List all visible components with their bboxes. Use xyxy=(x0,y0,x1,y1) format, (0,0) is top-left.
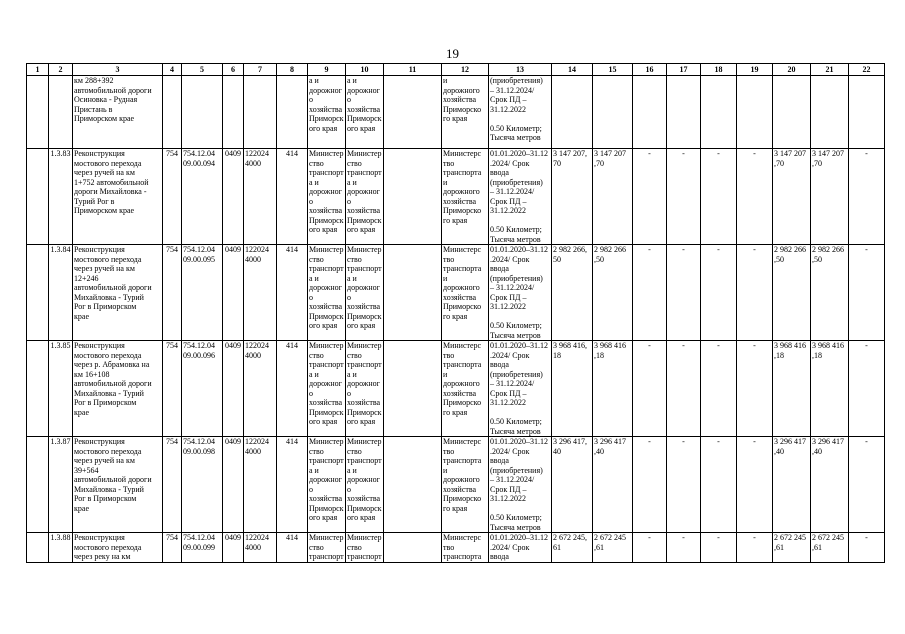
table-cell: - xyxy=(633,533,667,563)
table-cell: Министерс тво транспорта и дорожного хозяйства Приморско го края xyxy=(442,245,489,341)
table-cell: 3 147 207 ,70 xyxy=(593,149,633,245)
table-cell: - xyxy=(633,437,667,533)
table-cell: - xyxy=(849,437,885,533)
column-header: 3 xyxy=(73,64,163,76)
table-cell: Министер ство транспорт xyxy=(347,533,382,561)
table-cell: 754.12.04 09.00.099 xyxy=(182,533,223,563)
table-cell: 01.01.2020–31.12 .2024/ Срок ввода (приобретения) – 31.12.2024/ Срок ПД – 31.12.2022 0.50 Километр; Тысяча метров xyxy=(489,341,552,437)
table-cell: 1.3.84 xyxy=(49,245,73,341)
table-cell: - xyxy=(737,533,773,563)
table-cell xyxy=(811,76,849,149)
column-header: 13 xyxy=(489,64,552,76)
table-cell: - xyxy=(849,245,885,341)
table-cell: Министер ство транспорт а и дорожног о хозяйства Приморск ого края xyxy=(308,341,346,437)
table-cell xyxy=(49,76,73,149)
table-cell: 754 xyxy=(163,533,182,563)
table-cell: - xyxy=(667,341,701,437)
table-cell: 122024 4000 xyxy=(244,437,277,533)
column-header: 18 xyxy=(701,64,737,76)
table-cell: Министер ство транспорт а и дорожног о хозяйства Приморск ого края xyxy=(308,437,346,533)
column-header: 4 xyxy=(163,64,182,76)
table-row xyxy=(27,437,885,533)
table-cell xyxy=(737,76,773,149)
table-cell: 2 982 266 ,50 xyxy=(811,245,849,341)
table-body xyxy=(27,76,885,563)
table-cell: 3 296 417 ,40 xyxy=(593,437,633,533)
table-cell: 754 xyxy=(163,245,182,341)
table-cell: а и дорожног о хозяйства Приморск ого края xyxy=(308,76,346,149)
table-cell: 3 296 417, 40 xyxy=(552,437,593,533)
table-row xyxy=(27,245,885,341)
table-cell xyxy=(27,76,49,149)
table-cell: - xyxy=(667,437,701,533)
column-header: 8 xyxy=(277,64,308,76)
table-cell: Министер ство транспорт а и дорожног о хозяйства Приморск ого края xyxy=(346,245,384,341)
table-cell: 3 147 207 ,70 xyxy=(811,149,849,245)
table-cell: 3 968 416 ,18 xyxy=(811,341,849,437)
column-header: 22 xyxy=(849,64,885,76)
table-cell: - xyxy=(849,341,885,437)
table-cell: - xyxy=(701,245,737,341)
table-cell: 3 296 417 ,40 xyxy=(811,437,849,533)
table-row xyxy=(27,149,885,245)
table-cell xyxy=(163,76,182,149)
table-cell: 3 147 207 ,70 xyxy=(773,149,811,245)
table-cell: Министерс тво транспорта xyxy=(442,533,489,563)
budget-table xyxy=(26,63,885,563)
table-cell xyxy=(384,76,442,149)
table-cell: - xyxy=(701,341,737,437)
table-cell: 414 xyxy=(277,341,308,437)
table-cell xyxy=(244,76,277,149)
table-cell xyxy=(182,76,223,149)
table-cell: Министер ство транспорт а и дорожног о хозяйства Приморск ого края xyxy=(346,341,384,437)
table-cell: 414 xyxy=(277,149,308,245)
table-cell: - xyxy=(633,149,667,245)
table-cell: 754.12.04 09.00.098 xyxy=(182,437,223,533)
table-cell xyxy=(701,76,737,149)
table-cell: 122024 4000 xyxy=(244,245,277,341)
column-header: 5 xyxy=(182,64,223,76)
table-cell: 0409 xyxy=(223,437,244,533)
table-cell xyxy=(384,437,442,533)
table-cell: - xyxy=(701,437,737,533)
table-cell: - xyxy=(737,149,773,245)
column-header: 6 xyxy=(223,64,244,76)
table-cell xyxy=(384,245,442,341)
table-cell: Министер ство транспорт а и дорожног о хозяйства Приморск ого края xyxy=(308,149,346,245)
table-cell: 3 968 416 ,18 xyxy=(593,341,633,437)
table-cell: 2 982 266, 50 xyxy=(552,245,593,341)
table-cell: 2 672 245 ,61 xyxy=(773,533,811,563)
column-header: 2 xyxy=(49,64,73,76)
table-cell: 754.12.04 09.00.096 xyxy=(182,341,223,437)
table-cell: Министерс тво транспорта и дорожного хозяйства Приморско го края xyxy=(442,341,489,437)
header-row xyxy=(27,64,885,76)
column-header: 12 xyxy=(442,64,489,76)
table-cell xyxy=(849,76,885,149)
table-cell: 0409 xyxy=(223,341,244,437)
table-cell: - xyxy=(737,341,773,437)
table-cell: - xyxy=(737,437,773,533)
table-cell: Министер ство транспорт xyxy=(309,533,344,561)
table-cell: а и дорожног о хозяйства Приморск ого края xyxy=(346,76,384,149)
table-cell: - xyxy=(633,245,667,341)
table-cell: - xyxy=(701,149,737,245)
table-cell: 414 xyxy=(277,437,308,533)
table-cell xyxy=(593,76,633,149)
table-cell: 122024 4000 xyxy=(244,341,277,437)
table-cell: 3 147 207, 70 xyxy=(552,149,593,245)
table-cell: - xyxy=(667,149,701,245)
table-cell: 2 982 266 ,50 xyxy=(773,245,811,341)
table-cell: 1.3.83 xyxy=(49,149,73,245)
table-cell: 1.3.87 xyxy=(49,437,73,533)
table-cell: Реконструкция мостового перехода через ручей на км 12+246 автомобильной дороги Михайловка - Турий Рог в Приморском крае xyxy=(73,245,163,341)
table-cell xyxy=(773,76,811,149)
table-cell: 2 672 245 ,61 xyxy=(811,533,849,563)
table-cell xyxy=(384,149,442,245)
table-row xyxy=(27,341,885,437)
table-row xyxy=(27,76,885,149)
table-cell: 2 672 245, 61 xyxy=(552,533,593,563)
table-cell: - xyxy=(633,341,667,437)
table-cell: 754.12.04 09.00.095 xyxy=(182,245,223,341)
table-cell: и дорожного хозяйства Приморско го края xyxy=(442,76,489,149)
table-cell: - xyxy=(667,533,701,563)
table-cell: 754.12.04 09.00.094 xyxy=(182,149,223,245)
table-cell: 1.3.85 xyxy=(49,341,73,437)
column-header: 15 xyxy=(593,64,633,76)
table-cell: 1.3.88 xyxy=(49,533,73,563)
table-cell: Реконструкция мостового перехода через ручей на км 39+564 автомобильной дороги Михайловка - Турий Рог в Приморском крае xyxy=(73,437,163,533)
column-header: 21 xyxy=(811,64,849,76)
table-cell: 0409 xyxy=(223,533,244,563)
table-cell: Министер ство транспорт а и дорожног о хозяйства Приморск ого края xyxy=(346,437,384,533)
table-cell: Министер ство транспорт а и дорожног о хозяйства Приморск ого края xyxy=(346,149,384,245)
column-header: 16 xyxy=(633,64,667,76)
table-cell: Министер ство транспорт а и дорожног о хозяйства Приморск ого края xyxy=(308,245,346,341)
table-cell: 0409 xyxy=(223,245,244,341)
table-cell: 122024 4000 xyxy=(244,149,277,245)
table-cell: - xyxy=(849,149,885,245)
table-cell: 122024 4000 xyxy=(244,533,277,563)
column-header: 9 xyxy=(308,64,346,76)
table-cell xyxy=(633,76,667,149)
column-header: 11 xyxy=(384,64,442,76)
table-cell: Реконструкция мостового перехода через ручей на км 1+752 автомобильной дороги Михайловка - Турий Рог в Приморском крае xyxy=(73,149,163,245)
table-cell: - xyxy=(737,245,773,341)
table-cell xyxy=(27,533,49,563)
table-cell: (приобретения) – 31.12.2024/ Срок ПД – 31.12.2022 0.50 Километр; Тысяча метров xyxy=(489,76,552,149)
table-cell: 3 968 416 ,18 xyxy=(773,341,811,437)
table-cell: Министерс тво транспорта и дорожного хозяйства Приморско го края xyxy=(442,149,489,245)
table-cell: 01.01.2020–31.12 .2024/ Срок ввода (приобретения) – 31.12.2024/ Срок ПД – 31.12.2022 0.50 Километр; Тысяча метров xyxy=(489,437,552,533)
table-cell: 754 xyxy=(163,341,182,437)
column-header: 14 xyxy=(552,64,593,76)
table-cell xyxy=(27,149,49,245)
table-cell xyxy=(27,245,49,341)
column-header: 7 xyxy=(244,64,277,76)
page-number: 19 xyxy=(446,46,459,61)
table-cell: Министерс тво транспорта и дорожного хозяйства Приморско го края xyxy=(442,437,489,533)
table-cell xyxy=(552,76,593,149)
column-header: 20 xyxy=(773,64,811,76)
table-cell: Реконструкция мостового перехода через р. Абрамовка на км 16+108 автомобильной дороги Михайловка - Турий Рог в Приморском крае xyxy=(73,341,163,437)
table-cell: - xyxy=(701,533,737,563)
table-cell: 3 968 416, 18 xyxy=(552,341,593,437)
table-cell: 414 xyxy=(277,533,308,563)
column-header: 17 xyxy=(667,64,701,76)
table-cell: 414 xyxy=(277,245,308,341)
table-cell: - xyxy=(667,245,701,341)
table-cell: 3 296 417 ,40 xyxy=(773,437,811,533)
table-cell: - xyxy=(849,533,885,563)
column-header: 1 xyxy=(27,64,49,76)
table-cell: 01.01.2020–31.12 .2024/ Срок ввода (приобретения) – 31.12.2024/ Срок ПД – 31.12.2022 0.50 Километр; Тысяча метров xyxy=(489,149,552,245)
table-cell: 754 xyxy=(163,437,182,533)
table-cell xyxy=(384,533,442,563)
table-cell xyxy=(277,76,308,149)
table-cell xyxy=(27,341,49,437)
table-cell: 2 982 266 ,50 xyxy=(593,245,633,341)
table-cell: 2 672 245 ,61 xyxy=(593,533,633,563)
table-cell xyxy=(384,341,442,437)
table-cell xyxy=(27,437,49,533)
column-header: 19 xyxy=(737,64,773,76)
table-cell: км 288+392 автомобильной дороги Осиновка - Рудная Пристань в Приморском крае xyxy=(73,76,163,149)
table-row xyxy=(27,533,885,563)
table-cell: 01.01.2020–31.12 .2024/ Срок ввода (приобретения) – 31.12.2024/ Срок ПД – 31.12.2022 0.50 Километр; Тысяча метров xyxy=(489,245,552,341)
table-cell xyxy=(667,76,701,149)
table-cell: Реконструкция мостового перехода через реку на км xyxy=(73,533,163,563)
table-cell: 754 xyxy=(163,149,182,245)
table-cell: 0409 xyxy=(223,149,244,245)
table-cell: 01.01.2020–31.12 .2024/ Срок ввода xyxy=(489,533,552,563)
table-cell xyxy=(223,76,244,149)
column-header: 10 xyxy=(346,64,384,76)
